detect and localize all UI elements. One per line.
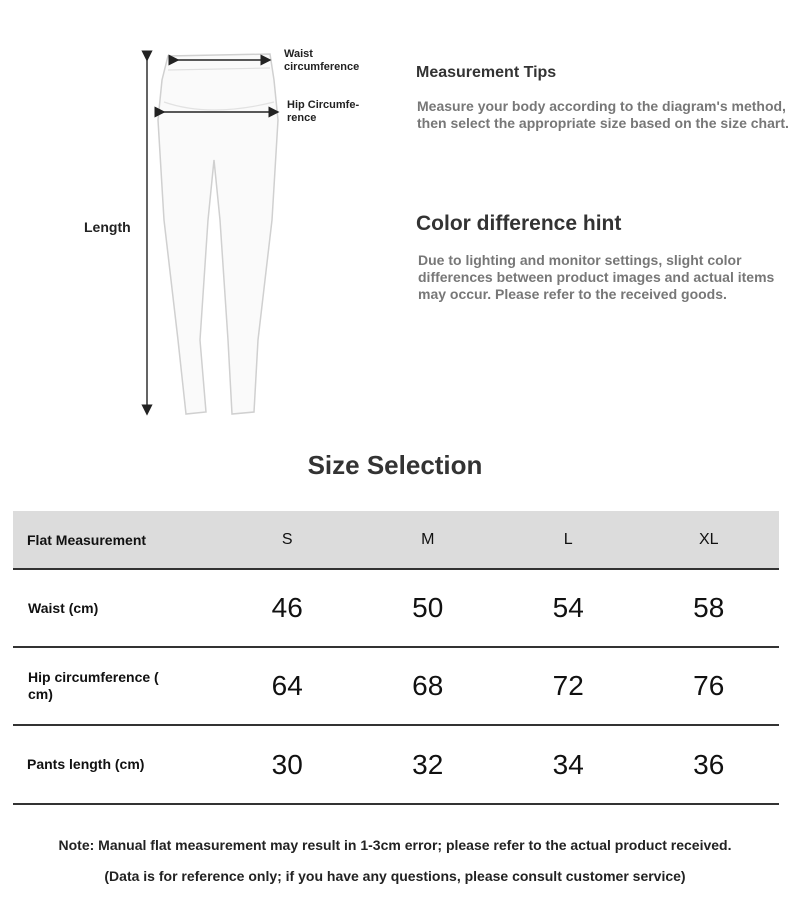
length-label: Length xyxy=(84,219,131,235)
size-table-header xyxy=(13,511,779,569)
size-table xyxy=(13,511,779,805)
color-hint-title: Color difference hint xyxy=(416,212,622,235)
cell-value: 76 xyxy=(639,647,780,725)
note-error: Note: Manual flat measurement may result in 1-3cm error; please refer to the actual product received. xyxy=(58,837,732,853)
leggings-illustration xyxy=(158,54,278,414)
row-label-pants-length: Pants length (cm) xyxy=(13,725,217,804)
cell-value: 46 xyxy=(217,569,358,647)
header-size-l: L xyxy=(498,511,639,569)
note-reference: (Data is for reference only; if you have any questions, please consult customer service) xyxy=(104,868,686,884)
cell-value: 72 xyxy=(498,647,639,725)
hip-label: Hip Circumfe- rence xyxy=(287,99,360,124)
row-label-hip: Hip circumference ( cm) xyxy=(13,647,217,725)
cell-value: 58 xyxy=(639,569,780,647)
header-flat-measurement: Flat Measurement xyxy=(13,511,217,569)
header-size-xl: XL xyxy=(639,511,780,569)
row-label-waist: Waist (cm) xyxy=(13,569,217,647)
color-hint-text: Due to lighting and monitor settings, slight color differences between product images and actual items may occur. Please refer to the received goods. xyxy=(418,252,775,302)
cell-value: 32 xyxy=(358,725,499,804)
waist-label: Waist circumference xyxy=(284,48,360,73)
measurement-tips-text: Measure your body according to the diagram's method, then select the appropriate size based on the size chart. xyxy=(417,98,789,131)
table-row xyxy=(13,725,779,804)
size-selection-title: Size Selection xyxy=(307,450,483,480)
table-row xyxy=(13,647,779,725)
cell-value: 50 xyxy=(358,569,499,647)
header-size-s: S xyxy=(217,511,358,569)
cell-value: 34 xyxy=(498,725,639,804)
header-size-m: M xyxy=(358,511,499,569)
cell-value: 64 xyxy=(217,647,358,725)
table-row xyxy=(13,569,779,647)
cell-value: 68 xyxy=(358,647,499,725)
measurement-tips-title: Measurement Tips xyxy=(416,64,557,81)
cell-value: 54 xyxy=(498,569,639,647)
cell-value: 36 xyxy=(639,725,780,804)
cell-value: 30 xyxy=(217,725,358,804)
